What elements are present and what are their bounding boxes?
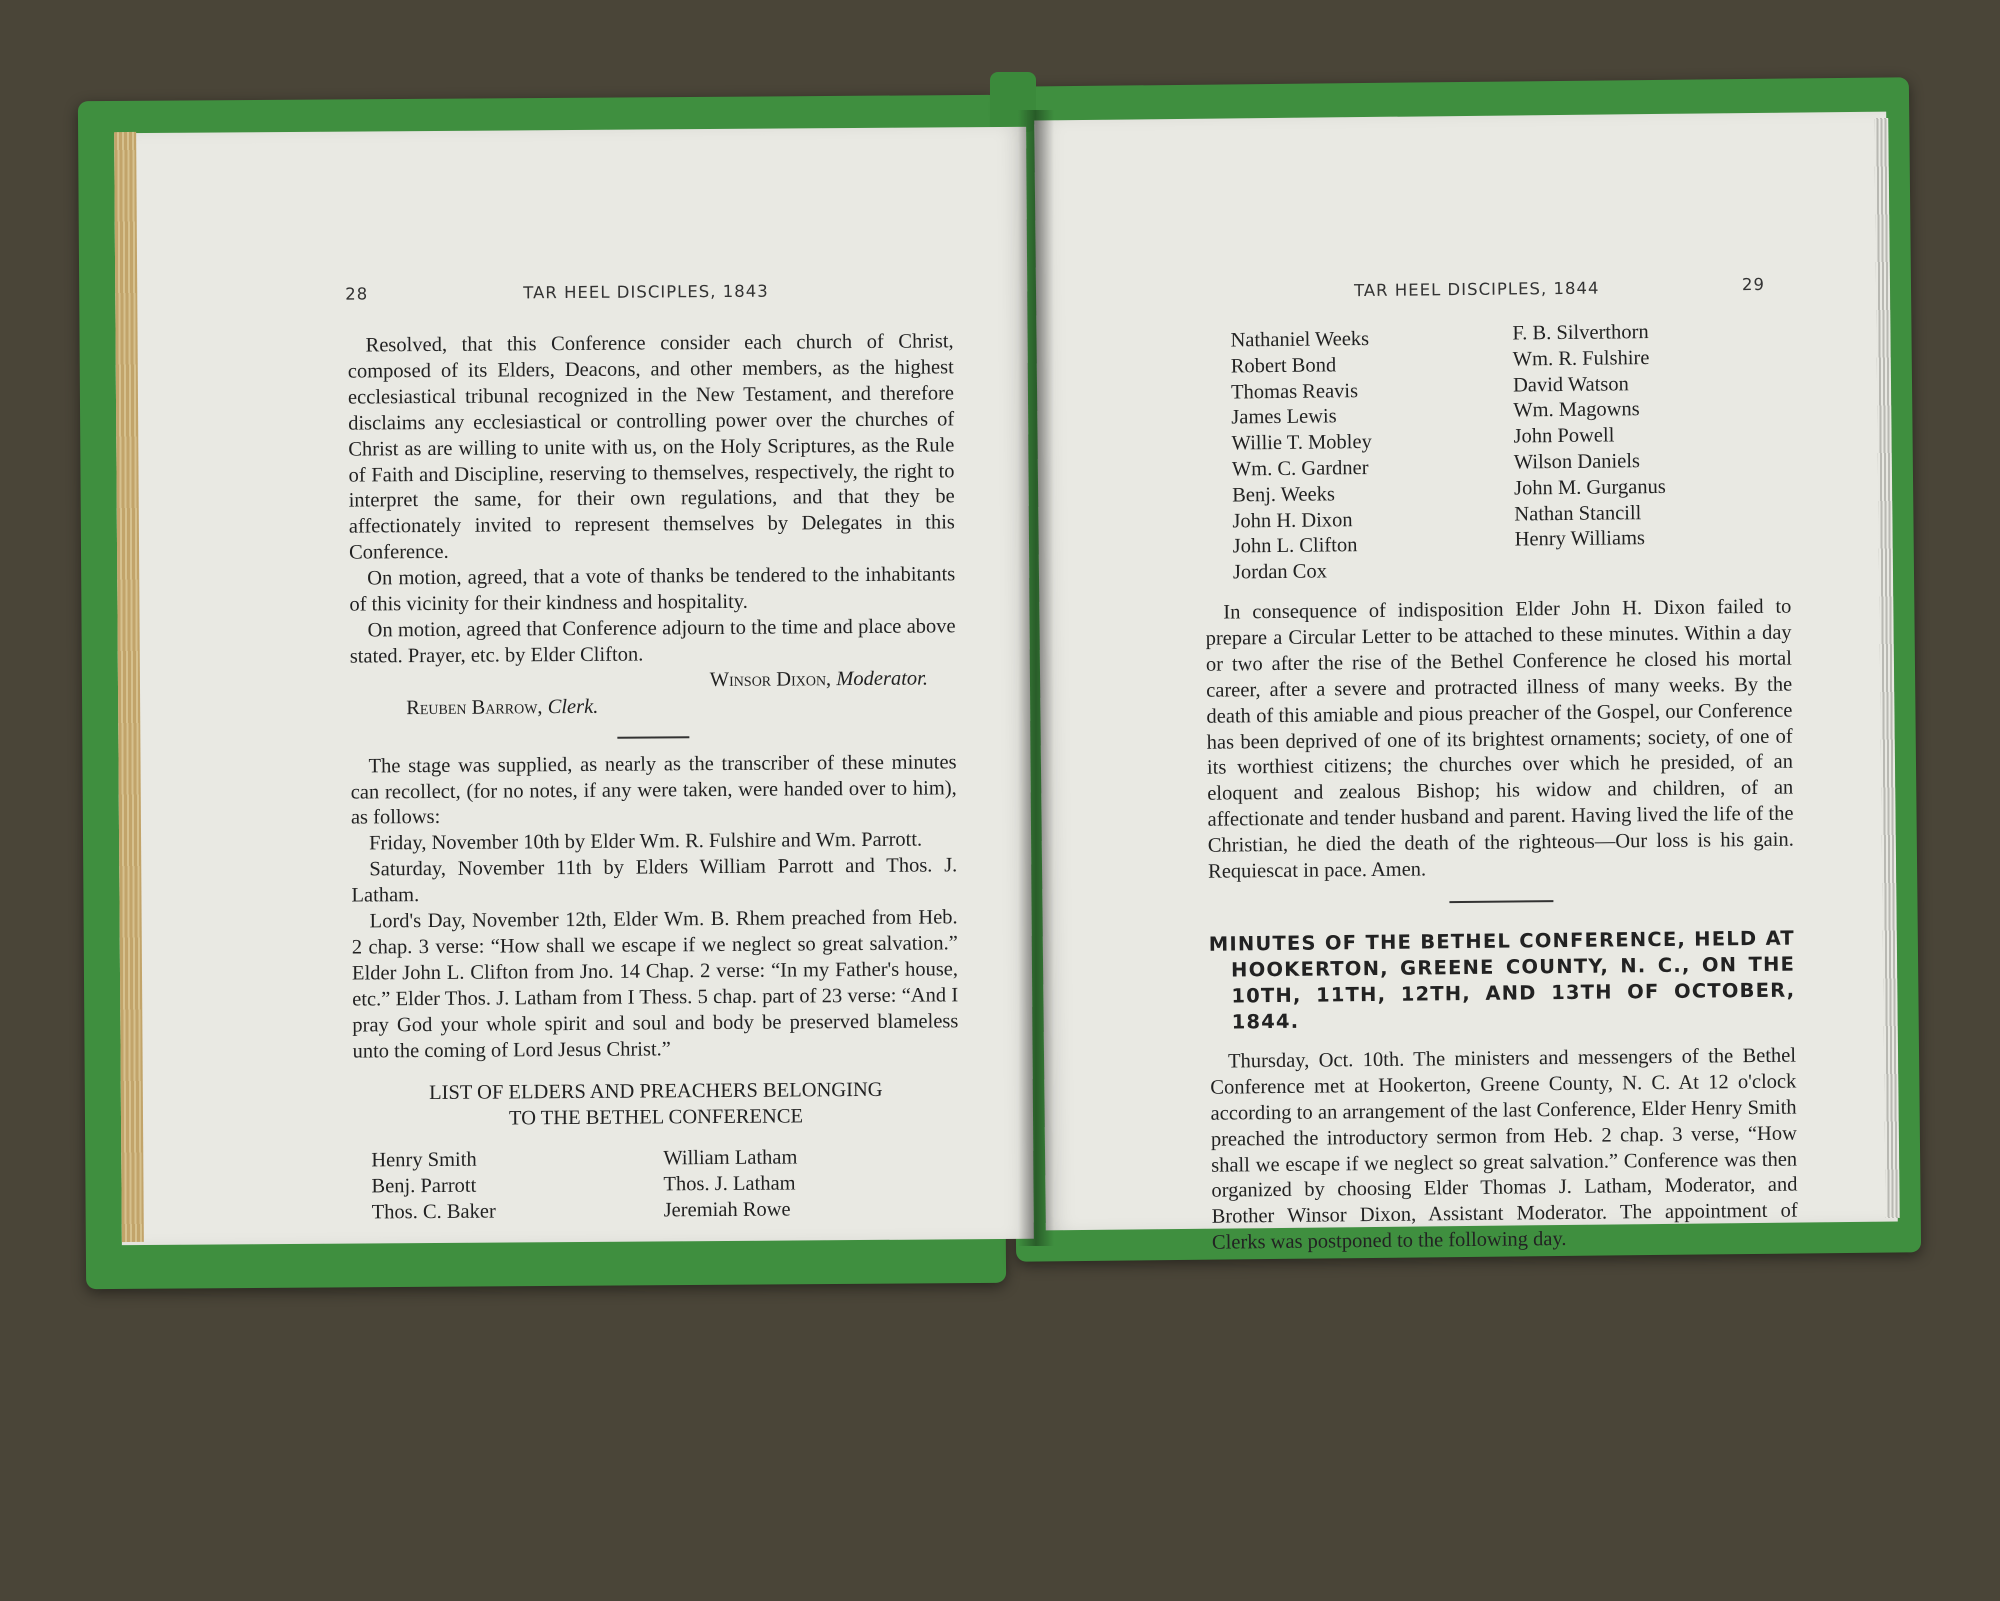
list-item: Robert Bond: [1230, 354, 1337, 378]
paragraph: Thursday, Oct. 10th. The ministers and messengers of the Bethel Conference met at Hookerton, Greene County, N. C. At 12 o'clock according to an arrangement of the last Conference, Elder Henry Smith preached the introductory sermon from Heb. 2 chap. 3 verse, “How shall we escape if we neglect so great salvation.” Conference was then organized by choosing Elder Thomas J. Latham, Moderator, and Brother Winsor Dixon, Assistant Moderator. The appointment of Clerks was postponed to the following day.: [1210, 1044, 1798, 1254]
list-item: David Watson: [1512, 372, 1629, 397]
paragraph: On motion, agreed, that a vote of thanks be tendered to the inhabitants of this vicinity for their kindness and hospitality.: [349, 563, 956, 616]
right-body: [1202, 323, 1798, 1257]
list-item: Nathaniel Weeks: [1230, 327, 1370, 352]
list-item: Thos. J. Latham: [663, 1172, 796, 1196]
names-column-1: [1202, 325, 1515, 586]
list-item: Benj. Weeks: [1232, 483, 1335, 507]
divider: [617, 736, 689, 739]
clerk-name: Reuben Barrow,: [406, 695, 543, 719]
list-item: John H. Dixon: [1232, 508, 1353, 533]
clerk-title: Clerk.: [547, 695, 599, 718]
list-item: Thomas Reavis: [1230, 379, 1359, 404]
section-heading: MINUTES OF THE BETHEL CONFERENCE, HELD AT HOOKERTON, GREENE COUNTY, N. C., ON THE 10TH, 11TH, 12TH, AND 13TH OF OCTOBER, 1844.: [1208, 926, 1796, 1034]
list-heading-line1: LIST OF ELDERS AND PREACHERS BELONGING: [428, 1079, 883, 1105]
list-item: William Latham: [663, 1146, 798, 1170]
list-item: Jordan Cox: [1232, 560, 1328, 584]
list-item: Thos. C. Baker: [371, 1200, 496, 1224]
left-page-number: 28: [345, 284, 369, 304]
names-list: [1202, 323, 1791, 587]
elders-column-2: [663, 1146, 798, 1224]
paragraph: On motion, agreed that Conference adjourn to the time and place above stated. Prayer, etc. by Elder Clifton.: [349, 615, 956, 668]
list-heading: [353, 1077, 959, 1133]
right-page: [1034, 112, 1898, 1254]
left-page: [114, 127, 1034, 1245]
list-item: John Powell: [1513, 424, 1615, 448]
list-item: John L. Clifton: [1232, 534, 1358, 558]
list-item: Henry Smith: [371, 1149, 477, 1172]
list-item: James Lewis: [1231, 405, 1337, 429]
moderator-title: Moderator.: [836, 667, 929, 690]
list-item: Wm. Magowns: [1513, 398, 1640, 422]
paragraph: In consequence of indisposition Elder John H. Dixon failed to prepare a Circular Letter to be attached to these minutes. Within a day or two after the rise of the Bethel Conference he closed his mortal career, after a severe and protracted illness of many weeks. By the death of this amiable and pious preacher of the Gospel, our Conference has been deprived of one of its brightest ornaments; society, of one of its worthiest citizens; the churches over which he presided, of an eloquent and zealous Bishop; his widow and children, of an affectionate and tender husband and parent. Having lived the life of the Christian, he died the death of the righteous—Our loss is his gain. Requiescat in pace. Amen.: [1205, 595, 1794, 883]
divider: [1449, 900, 1553, 903]
clerk-signature: [350, 692, 956, 722]
paragraph: Friday, November 10th by Elder Wm. R. Fulshire and Wm. Parrott.: [369, 828, 923, 855]
list-item: Wilson Daniels: [1513, 450, 1641, 474]
list-item: F. B. Silverthorn: [1512, 321, 1649, 345]
paragraph: Lord's Day, November 12th, Elder Wm. B. Rhem preached from Heb. 2 chap. 3 verse: “How shall we escape if we neglect so great salvation.” Elder John L. Clifton from Jno. 14 Chap. 2 verse: “In my Father's house, etc.” Elder Thos. J. Latham from I Thess. 5 chap. part of 23 verse: “And I pray God your whole spirit and soul and body be preserved blameless unto the coming of Lord Jesus Christ.”: [351, 906, 959, 1063]
moderator-name: Winsor Dixon,: [709, 667, 832, 691]
list-item: Willie T. Mobley: [1231, 431, 1372, 455]
paragraph: Resolved, that this Conference consider each church of Christ, composed of its Elders, Deacons, and other members, as the highest ecclesiastical tribunal recognized in the New Testament, and therefore disclaims any ecclesiastical or controlling power over the churches of Christ as are willing to unite with us, on the Holy Scriptures, as the Rule of Faith and Discipline, reserving to themselves, respectively, the right to interpret the same, for their own regulations, and that they be affectionately invited to represent themselves by Delegates in this Conference.: [347, 330, 955, 564]
list-item: Wm. C. Gardner: [1231, 456, 1369, 481]
paragraph: The stage was supplied, as nearly as the transcriber of these minutes can recollect, (for no notes, if any were taken, were handed over to him), as follows:: [350, 750, 957, 829]
book-gutter: [1018, 110, 1054, 1246]
moderator-signature: [350, 666, 956, 696]
elders-column-1: [353, 1147, 664, 1227]
left-running-head: TAR HEEL DISCIPLES, 1843: [523, 281, 769, 303]
right-running-head: TAR HEEL DISCIPLES, 1844: [1353, 278, 1600, 301]
elders-list: [353, 1145, 960, 1227]
left-body: [348, 329, 960, 1226]
list-item: Benj. Parrott: [371, 1174, 477, 1198]
names-column-2: [1512, 320, 1666, 584]
list-item: Nathan Stancill: [1514, 501, 1642, 526]
list-heading-line2: TO THE BETHEL CONFERENCE: [508, 1105, 804, 1130]
right-page-number: 29: [1741, 274, 1766, 295]
list-item: Henry Williams: [1514, 527, 1646, 551]
paragraph: Saturday, November 11th by Elders William Parrott and Thos. J. Latham.: [351, 854, 958, 907]
list-item: Wm. R. Fulshire: [1512, 346, 1650, 371]
list-item: John M. Gurganus: [1513, 475, 1666, 500]
list-item: Jeremiah Rowe: [663, 1198, 791, 1222]
